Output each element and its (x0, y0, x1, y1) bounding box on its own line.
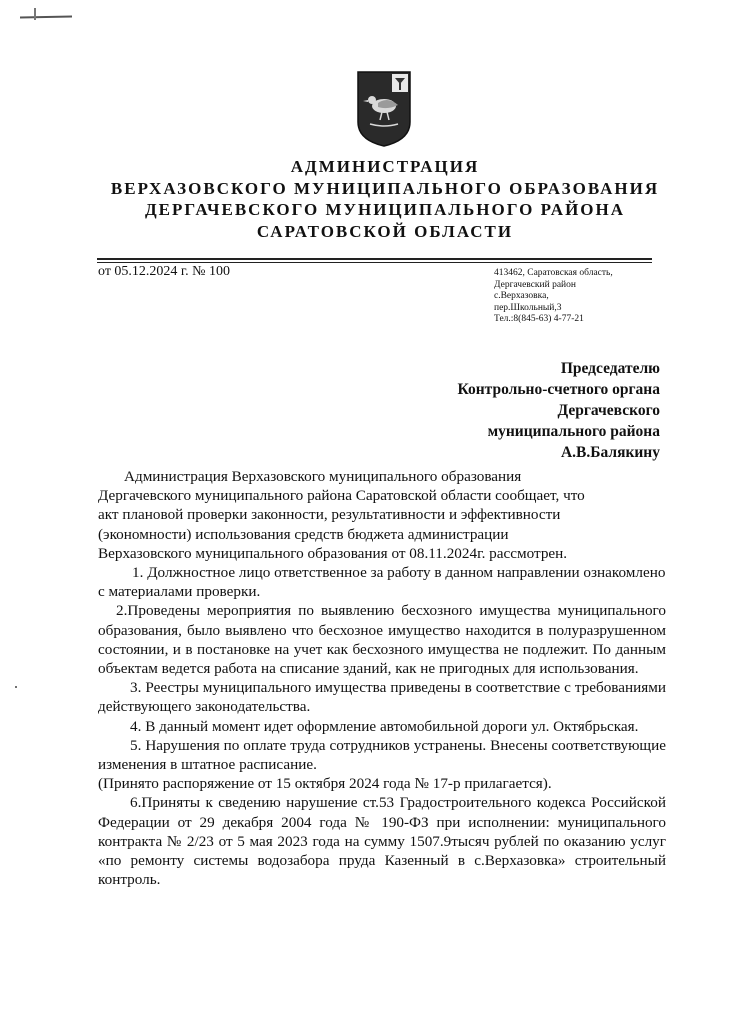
intro-line: акт плановой проверки законности, результативности и эффективности (98, 506, 561, 524)
item-1: 1. Должностное лицо ответственное за работу в данном направлении ознакомлено с материалами проверки. (98, 564, 666, 601)
header-line: ВЕРХАЗОВСКОГО МУНИЦИПАЛЬНОГО ОБРАЗОВАНИЯ (110, 178, 660, 198)
addressee-line: Дергачевского (557, 402, 660, 419)
address-line: пер.Школьный,3 (494, 302, 562, 313)
item-3: 3. Реестры муниципального имущества приведены в соответствие с требованиями действующего законодательства. (98, 679, 666, 716)
header-line: ДЕРГАЧЕВСКОГО МУНИЦИПАЛЬНОГО РАЙОНА (144, 200, 626, 219)
scan-artifact (34, 8, 36, 20)
addressee-line: Контрольно-счетного органа (457, 381, 660, 398)
intro-line: Администрация Верхазовского муниципального образования (124, 468, 522, 485)
addressee-line: муниципального района (487, 423, 660, 440)
document-number: от 05.12.2024 г. № 100 (98, 264, 230, 279)
scan-artifact (15, 686, 17, 688)
sender-address (494, 268, 613, 326)
coat-of-arms-emblem (356, 70, 412, 148)
order-note: (Принято распоряжение от 15 октября 2024 года № 17-р прилагается). (98, 775, 552, 793)
address-line: Тел.:8(845-63) 4-77-21 (494, 314, 584, 325)
addressee-line: А.В.Балякину (560, 444, 660, 461)
intro-line: Верхазовского муниципального образования от 08.11.2024г. рассмотрен. (98, 544, 568, 562)
intro-paragraph (98, 467, 666, 563)
address-line: Дергачевский район (494, 279, 576, 290)
item-5: 5. Нарушения по оплате труда сотрудников устранены. Внесены соответствующие изменения в штатное расписание. (98, 736, 666, 774)
intro-line: (экономности) использования средств бюджета администрации (98, 525, 509, 543)
header-divider (97, 258, 652, 260)
item-6: 6.Приняты к сведению нарушение ст.53 Градостроительного кодекса Российской Федерации от 29 декабря 2004 года № 190-ФЗ при исполнении: муниципального контракта № 2/23 от 5 мая 2023 года на сумму 1507.9тысяч рублей по оказанию услуг «по ремонту системы водозабора пруда Казенный в с.Верхазовка» строительный контроль. (98, 794, 666, 889)
scan-artifact (20, 16, 72, 19)
letter-body (98, 467, 666, 889)
header-line: АДМИНИСТРАЦИЯ (290, 157, 480, 176)
organization-header (90, 156, 680, 242)
intro-line: Дергачевского муниципального района Саратовской области сообщает, что (98, 487, 585, 505)
item-4: 4. В данный момент идет оформление автомобильной дороги ул. Октябрьская. (130, 717, 639, 735)
address-line: 413462, Саратовская область, (494, 268, 613, 278)
address-line: с.Верхазовка, (494, 291, 549, 302)
header-divider (97, 262, 652, 263)
item-2: 2.Проведены мероприятия по выявлению бесхозного имущества муниципального образования, было выявлено что бесхозное имущество находится в полуразрушенном состоянии, и в постановке на учет как бесхозного имущества не подлежит. По данным объектам ведется работа на списание зданий, как не пригодных для использования. (98, 602, 666, 678)
addressee-line: Председателю (560, 360, 660, 377)
header-line: САРАТОВСКОЙ ОБЛАСТИ (256, 221, 514, 241)
addressee-block (458, 358, 660, 463)
